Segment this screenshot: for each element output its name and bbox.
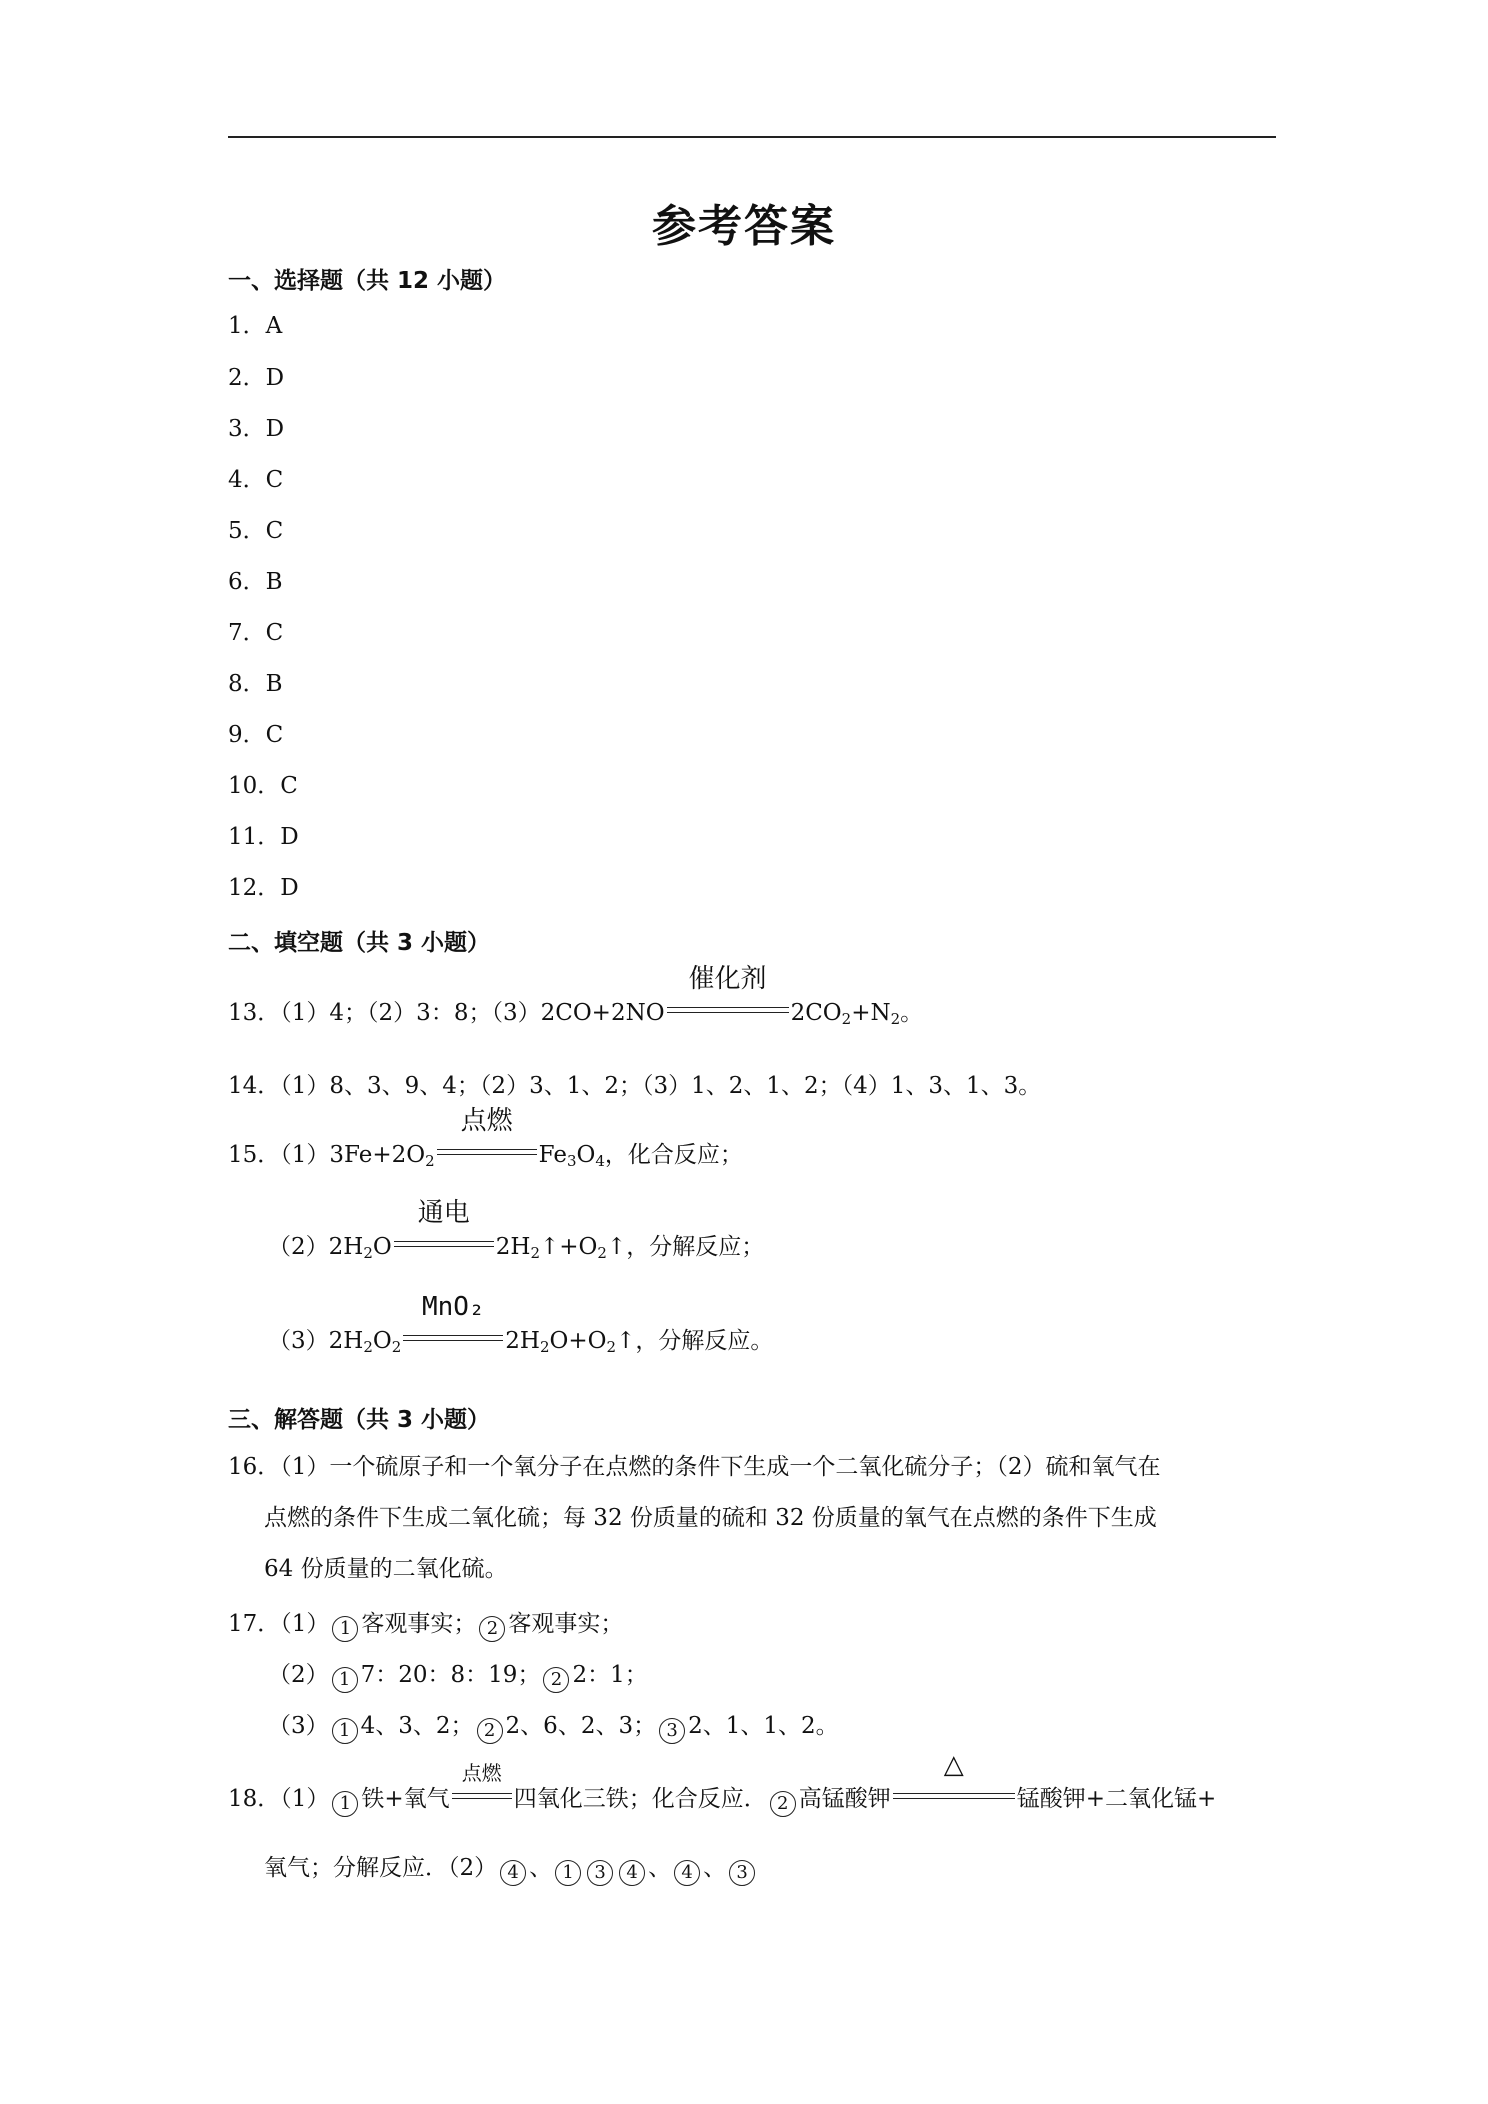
- choice-answer: 6．B: [228, 569, 283, 595]
- section-heading-solve: 三、解答题（共 3 小题）: [228, 1407, 491, 1433]
- q18-text: 、: [648, 1855, 672, 1881]
- answer-18-line1: [228, 1750, 1217, 1817]
- q15-reactants: （2）2H: [268, 1234, 364, 1260]
- subscript: 2: [841, 1010, 852, 1028]
- condition-label: 点燃: [460, 1106, 513, 1136]
- reaction-condition-arrow: [893, 1750, 1015, 1804]
- q15-reaction-type: ，化合反应；: [604, 1142, 743, 1168]
- q13-end: 。: [900, 1000, 924, 1026]
- q18-text: 、: [529, 1855, 553, 1881]
- q17-text: 客观事实；: [361, 1611, 477, 1637]
- q18-text: 、: [703, 1855, 727, 1881]
- circled-number: 1: [555, 1860, 581, 1886]
- answer-14: 14．（1）8、3、9、4；（2）3、1、2；（3）1、2、1、2；（4）1、3、1、3。: [228, 1073, 1042, 1099]
- q17-text: 2、1、1、2。: [688, 1713, 839, 1739]
- q17-part: （2）: [268, 1662, 329, 1688]
- section-heading-choice: 一、选择题（共 12 小题）: [228, 268, 507, 294]
- choice-answer: 8．B: [228, 671, 283, 697]
- circled-number: 1: [332, 1667, 358, 1693]
- q18-text: 锰酸钾+二氧化锰+: [1016, 1786, 1217, 1812]
- answer-16-line3: 64 份质量的二氧化硫。: [264, 1556, 508, 1582]
- subscript: 2: [890, 1010, 901, 1028]
- circled-number: 2: [770, 1791, 796, 1817]
- q15-reaction-type: ↑，分解反应。: [616, 1328, 774, 1354]
- answer-16-line2: 点燃的条件下生成二氧化硫；每 32 份质量的硫和 32 份质量的氧气在点燃的条件下生成: [264, 1505, 1157, 1531]
- q17-part: （1）: [280, 1611, 330, 1637]
- subscript: 3: [566, 1152, 577, 1170]
- reaction-condition-arrow: [394, 1198, 494, 1252]
- condition-label: 通电: [417, 1198, 470, 1228]
- q17-text: 客观事实；: [508, 1611, 624, 1637]
- subscript: 2: [539, 1338, 550, 1356]
- subscript: 2: [363, 1338, 373, 1356]
- answer-15-line1: [228, 1106, 743, 1171]
- page-title: 参考答案: [652, 201, 836, 252]
- q18-text: 高锰酸钾: [798, 1786, 891, 1812]
- answer-17-line2: [268, 1659, 648, 1693]
- circled-number: 1: [332, 1718, 358, 1744]
- q17-num: 17．: [228, 1611, 281, 1637]
- q15-reactants: O: [372, 1234, 392, 1260]
- q15-product: Fe: [538, 1142, 567, 1168]
- q13-product: 2CO: [790, 1000, 842, 1026]
- circled-number: 4: [619, 1860, 645, 1886]
- circled-number: 1: [332, 1616, 358, 1642]
- choice-answer: 4．C: [228, 467, 284, 493]
- circled-number: 2: [477, 1718, 503, 1744]
- choice-answer: 12．D: [228, 875, 299, 901]
- condition-label: 点燃: [461, 1761, 502, 1785]
- circled-number: 2: [479, 1616, 505, 1642]
- q13-num: 13．: [228, 1000, 281, 1026]
- section-heading-fill: 二、填空题（共 3 小题）: [228, 930, 491, 956]
- answer-17-line1: [228, 1608, 623, 1642]
- answer-15-line2: [268, 1198, 765, 1263]
- q17-text: 2：1；: [572, 1662, 648, 1688]
- q15-product: ↑+O: [539, 1234, 598, 1260]
- choice-answer: 9．C: [228, 722, 284, 748]
- condition-label: △: [943, 1750, 964, 1780]
- answer-17-line3: [268, 1710, 839, 1744]
- subscript: 2: [363, 1244, 373, 1262]
- subscript: 2: [597, 1244, 607, 1262]
- circled-number: 3: [659, 1718, 685, 1744]
- choice-answer: 3．D: [228, 416, 285, 442]
- q15-reactants: 15．（1）3Fe+2O: [228, 1142, 426, 1168]
- q15-reactants: （3）2H: [268, 1328, 364, 1354]
- answer-13: [228, 964, 924, 1029]
- q15-reaction-type: ↑，分解反应；: [606, 1234, 765, 1260]
- circled-number: 4: [500, 1860, 526, 1886]
- q15-product: 2H: [505, 1328, 540, 1354]
- circled-number: 4: [674, 1860, 700, 1886]
- q18-num: 18．（1）: [228, 1786, 330, 1812]
- choice-answer: 1．A: [228, 313, 283, 339]
- reaction-condition-arrow: [667, 964, 789, 1018]
- answer-16-line1: 16．（1）一个硫原子和一个氧分子在点燃的条件下生成一个二氧化硫分子；（2）硫和氧气在: [228, 1454, 1161, 1480]
- q15-reactants: O: [372, 1328, 392, 1354]
- q17-text: 2、6、2、3；: [505, 1713, 657, 1739]
- circled-number: 2: [543, 1667, 569, 1693]
- q15-product: O+O: [549, 1328, 607, 1354]
- q13-product: +N: [851, 1000, 891, 1026]
- subscript: 2: [391, 1338, 402, 1356]
- q15-product: 2H: [495, 1234, 531, 1260]
- choice-answer: 5．C: [228, 518, 284, 544]
- answer-16: [228, 1442, 1278, 1595]
- choice-answer: 11．D: [228, 824, 299, 850]
- choice-answer: 2．D: [228, 365, 285, 391]
- subscript: 2: [425, 1152, 435, 1170]
- q17-text: 4、3、2；: [360, 1713, 474, 1739]
- q17-part: （3）: [268, 1713, 329, 1739]
- q18-text: 四氧化三铁；化合反应．: [513, 1786, 767, 1812]
- q17-text: 7：20：8：19；: [360, 1662, 541, 1688]
- answer-18-line2: [264, 1852, 758, 1886]
- reaction-condition-arrow: [437, 1106, 537, 1160]
- circled-number: 1: [332, 1791, 358, 1817]
- subscript: 2: [606, 1338, 617, 1356]
- condition-label: 催化剂: [688, 964, 767, 994]
- header-rule: [228, 136, 1276, 138]
- reaction-condition-arrow: [452, 1761, 512, 1804]
- subscript: 2: [530, 1244, 540, 1262]
- circled-number: 3: [587, 1860, 613, 1886]
- choice-answer: 10．C: [228, 773, 298, 799]
- q15-product: O: [576, 1142, 596, 1168]
- condition-label: MnO₂: [421, 1292, 485, 1322]
- answer-15-line3: [268, 1292, 774, 1357]
- q18-text: 铁+氧气: [361, 1786, 450, 1812]
- reaction-condition-arrow: [403, 1292, 503, 1346]
- choice-answer: 7．C: [228, 620, 284, 646]
- q13-part-a: （1）4；（2）3：8；（3）2CO+2NO: [280, 1000, 665, 1026]
- circled-number: 3: [729, 1860, 755, 1886]
- q18-text: 氧气；分解反应．（2）: [264, 1855, 498, 1881]
- subscript: 4: [595, 1152, 605, 1170]
